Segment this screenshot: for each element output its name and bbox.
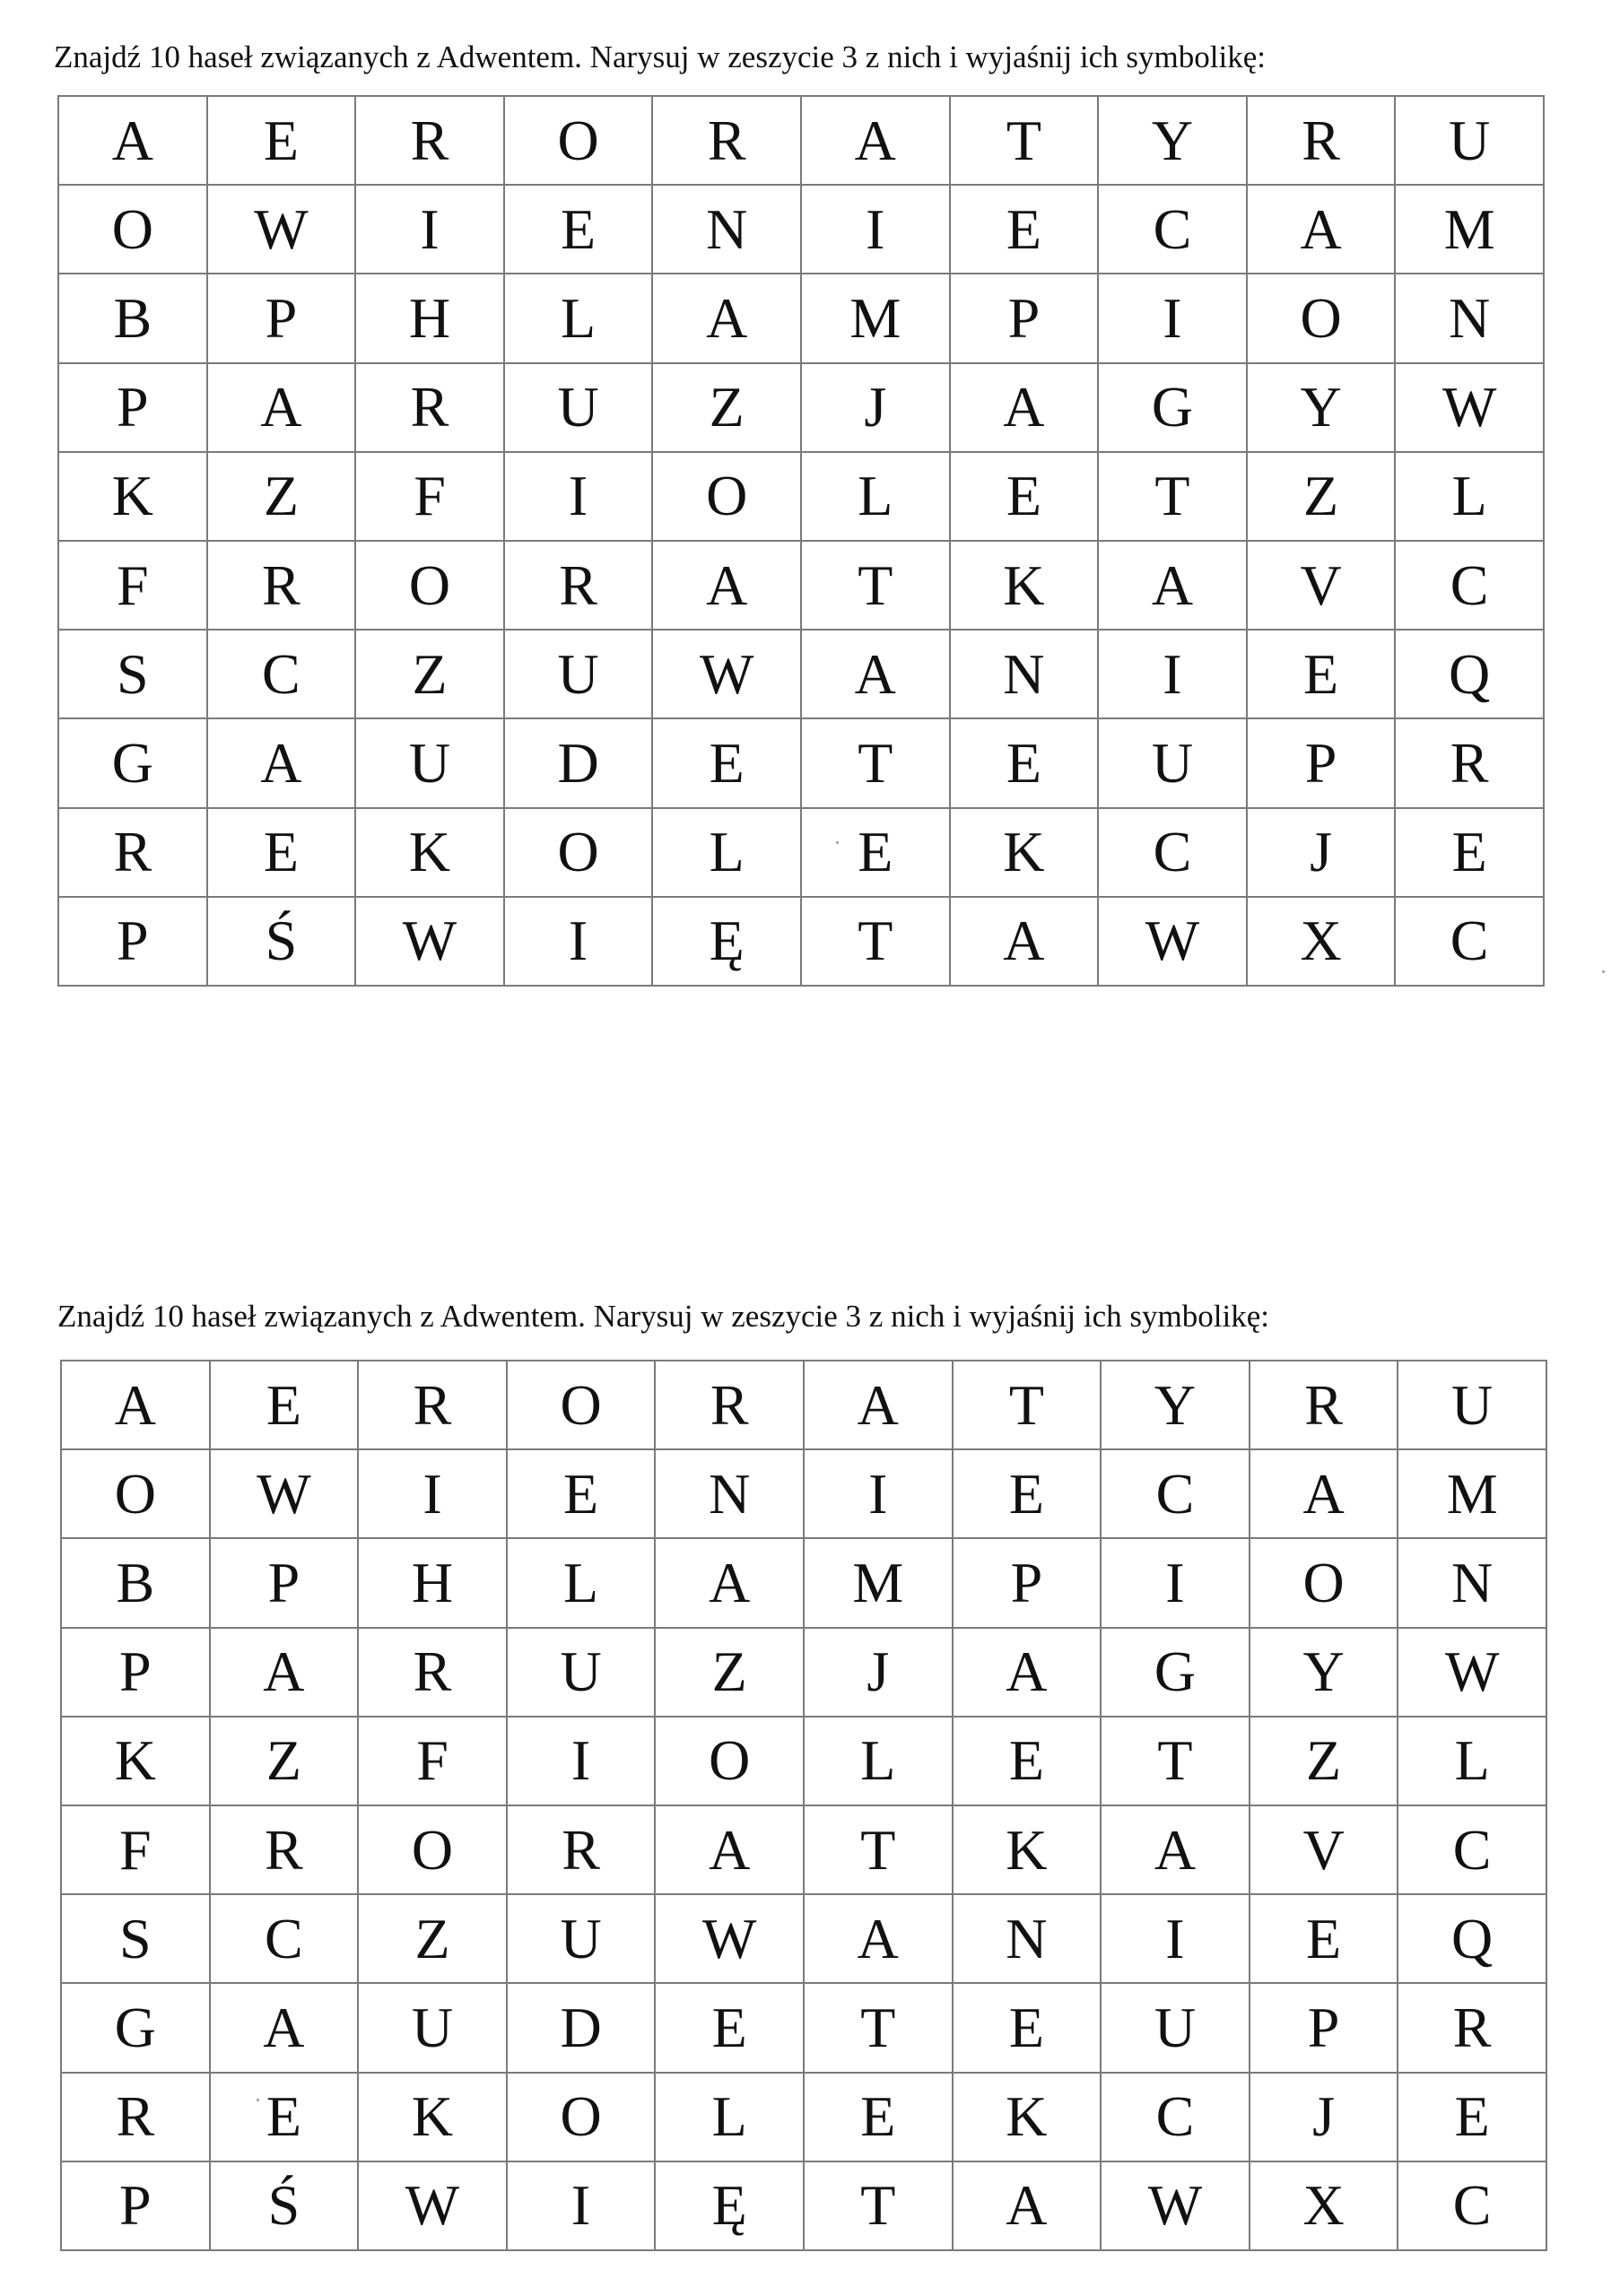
grid-cell: U bbox=[507, 1894, 656, 1983]
grid-cell: E bbox=[950, 452, 1099, 541]
grid-cell: P bbox=[207, 274, 356, 362]
grid-cell: U bbox=[1398, 1361, 1546, 1449]
grid-cell: Y bbox=[1247, 363, 1396, 452]
grid-cell: C bbox=[1098, 185, 1247, 274]
grid-cell: M bbox=[804, 1538, 953, 1627]
grid-cell: C bbox=[210, 1894, 359, 1983]
grid-cell: E bbox=[953, 1983, 1102, 2072]
grid-cell: A bbox=[950, 897, 1099, 986]
grid-cell: P bbox=[950, 274, 1099, 362]
grid-cell: W bbox=[358, 2161, 507, 2250]
grid-cell: E bbox=[1247, 630, 1396, 718]
grid-cell: J bbox=[801, 363, 950, 452]
grid-cell: N bbox=[1398, 1538, 1546, 1627]
grid-cell: B bbox=[61, 1538, 210, 1627]
grid-cell: V bbox=[1250, 1805, 1398, 1894]
grid-cell: J bbox=[1247, 808, 1396, 897]
grid-cell: I bbox=[355, 185, 504, 274]
grid-cell: Y bbox=[1250, 1628, 1398, 1717]
grid-cell: E bbox=[1398, 2073, 1546, 2161]
grid-cell: K bbox=[950, 541, 1099, 630]
grid-row bbox=[61, 1449, 1546, 1538]
grid-cell: P bbox=[58, 897, 207, 986]
scan-speck bbox=[257, 2099, 259, 2101]
grid-cell: R bbox=[652, 96, 801, 185]
grid-cell: A bbox=[801, 96, 950, 185]
grid-cell: A bbox=[804, 1894, 953, 1983]
grid-row bbox=[61, 2161, 1546, 2250]
grid-cell: R bbox=[1250, 1361, 1398, 1449]
grid-cell: W bbox=[655, 1894, 804, 1983]
grid-cell: R bbox=[1247, 96, 1396, 185]
grid-row bbox=[61, 1717, 1546, 1805]
grid-cell: O bbox=[655, 1717, 804, 1805]
grid-row bbox=[61, 1361, 1546, 1449]
grid-cell: A bbox=[652, 274, 801, 362]
grid-cell: T bbox=[801, 897, 950, 986]
grid-cell: Ś bbox=[210, 2161, 359, 2250]
grid-cell: T bbox=[804, 2161, 953, 2250]
grid-cell: P bbox=[61, 1628, 210, 1717]
grid-row bbox=[61, 1983, 1546, 2072]
grid-cell: P bbox=[58, 363, 207, 452]
grid-row bbox=[58, 897, 1544, 986]
grid-cell: C bbox=[1395, 897, 1544, 986]
grid-cell: E bbox=[804, 2073, 953, 2161]
scan-speck bbox=[836, 841, 839, 844]
grid-cell: P bbox=[953, 1538, 1102, 1627]
grid-cell: Z bbox=[1250, 1717, 1398, 1805]
grid-cell: P bbox=[1247, 718, 1396, 807]
grid-cell: P bbox=[210, 1538, 359, 1627]
grid-row bbox=[58, 630, 1544, 718]
grid-cell: H bbox=[358, 1538, 507, 1627]
grid-cell: W bbox=[1395, 363, 1544, 452]
grid-cell: E bbox=[504, 185, 653, 274]
grid-cell: U bbox=[355, 718, 504, 807]
grid-cell: Y bbox=[1101, 1361, 1250, 1449]
grid-cell: E bbox=[950, 718, 1099, 807]
grid-cell: R bbox=[355, 96, 504, 185]
grid-cell: T bbox=[804, 1983, 953, 2072]
grid-row bbox=[61, 1628, 1546, 1717]
grid-cell: N bbox=[950, 630, 1099, 718]
grid-cell: G bbox=[58, 718, 207, 807]
instruction-text: Znajdź 10 haseł związanych z Adwentem. Narysuj w zeszycie 3 z nich i wyjaśnij ich symbolikę: bbox=[54, 39, 1266, 74]
grid-cell: I bbox=[1101, 1538, 1250, 1627]
grid-cell: K bbox=[355, 808, 504, 897]
grid-cell: Q bbox=[1395, 630, 1544, 718]
grid-cell: W bbox=[1098, 897, 1247, 986]
grid-cell: S bbox=[61, 1894, 210, 1983]
grid-cell: A bbox=[61, 1361, 210, 1449]
grid-cell: O bbox=[1247, 274, 1396, 362]
grid-cell: D bbox=[504, 718, 653, 807]
grid-cell: O bbox=[355, 541, 504, 630]
grid-cell: U bbox=[1101, 1983, 1250, 2072]
grid-cell: L bbox=[652, 808, 801, 897]
grid-cell: K bbox=[953, 1805, 1102, 1894]
grid-cell: T bbox=[804, 1805, 953, 1894]
grid-cell: I bbox=[507, 1717, 656, 1805]
grid-cell: R bbox=[358, 1361, 507, 1449]
grid-cell: A bbox=[655, 1538, 804, 1627]
grid-cell: M bbox=[1395, 185, 1544, 274]
grid-cell: O bbox=[504, 808, 653, 897]
grid-cell: R bbox=[61, 2073, 210, 2161]
grid-cell: E bbox=[210, 1361, 359, 1449]
grid-cell: I bbox=[804, 1449, 953, 1538]
grid-row bbox=[61, 1805, 1546, 1894]
grid-cell: N bbox=[655, 1449, 804, 1538]
grid-cell: A bbox=[950, 363, 1099, 452]
grid-cell: K bbox=[953, 2073, 1102, 2161]
grid-row bbox=[58, 185, 1544, 274]
grid-cell: I bbox=[801, 185, 950, 274]
grid-cell: F bbox=[355, 452, 504, 541]
grid-cell: K bbox=[61, 1717, 210, 1805]
grid-cell: R bbox=[58, 808, 207, 897]
grid-cell: C bbox=[207, 630, 356, 718]
grid-cell: A bbox=[804, 1361, 953, 1449]
grid-cell: E bbox=[207, 96, 356, 185]
grid-cell: S bbox=[58, 630, 207, 718]
grid-row bbox=[58, 541, 1544, 630]
grid-cell: N bbox=[953, 1894, 1102, 1983]
grid-cell: E bbox=[1395, 808, 1544, 897]
grid-cell: E bbox=[210, 2073, 359, 2161]
grid-cell: I bbox=[507, 2161, 656, 2250]
grid-cell: Ę bbox=[652, 897, 801, 986]
grid-cell: G bbox=[1098, 363, 1247, 452]
grid-row bbox=[61, 1894, 1546, 1983]
grid-cell: M bbox=[1398, 1449, 1546, 1538]
grid-cell: T bbox=[953, 1361, 1102, 1449]
grid-cell: A bbox=[210, 1628, 359, 1717]
grid-cell: I bbox=[504, 452, 653, 541]
grid-cell: I bbox=[504, 897, 653, 986]
grid-cell: J bbox=[1250, 2073, 1398, 2161]
grid-cell: O bbox=[1250, 1538, 1398, 1627]
grid-cell: W bbox=[210, 1449, 359, 1538]
grid-cell: O bbox=[58, 185, 207, 274]
grid-cell: T bbox=[1101, 1717, 1250, 1805]
grid-cell: A bbox=[953, 1628, 1102, 1717]
grid-cell: A bbox=[58, 96, 207, 185]
grid-cell: U bbox=[1098, 718, 1247, 807]
word-search-grid bbox=[60, 1360, 1547, 2251]
grid-cell: T bbox=[801, 718, 950, 807]
grid-cell: P bbox=[61, 2161, 210, 2250]
grid-row bbox=[58, 363, 1544, 452]
grid-cell: E bbox=[1250, 1894, 1398, 1983]
grid-cell: L bbox=[801, 452, 950, 541]
grid-row bbox=[61, 2073, 1546, 2161]
grid-row bbox=[58, 808, 1544, 897]
grid-cell: R bbox=[1395, 718, 1544, 807]
grid-cell: Z bbox=[210, 1717, 359, 1805]
grid-cell: L bbox=[1395, 452, 1544, 541]
grid-cell: G bbox=[1101, 1628, 1250, 1717]
instruction-text: Znajdź 10 haseł związanych z Adwentem. Narysuj w zeszycie 3 z nich i wyjaśnij ich symbolikę: bbox=[57, 1299, 1269, 1334]
grid-cell: A bbox=[953, 2161, 1102, 2250]
grid-cell: W bbox=[1398, 1628, 1546, 1717]
grid-cell: E bbox=[950, 185, 1099, 274]
grid-cell: E bbox=[507, 1449, 656, 1538]
grid-cell: R bbox=[655, 1361, 804, 1449]
grid-cell: F bbox=[358, 1717, 507, 1805]
grid-cell: O bbox=[358, 1805, 507, 1894]
grid-cell: I bbox=[1098, 274, 1247, 362]
grid-cell: C bbox=[1398, 1805, 1546, 1894]
grid-cell: R bbox=[210, 1805, 359, 1894]
grid-cell: D bbox=[507, 1983, 656, 2072]
grid-cell: A bbox=[207, 363, 356, 452]
grid-cell: A bbox=[801, 630, 950, 718]
grid-cell: Ę bbox=[655, 2161, 804, 2250]
grid-cell: O bbox=[61, 1449, 210, 1538]
grid-row bbox=[58, 96, 1544, 185]
grid-cell: L bbox=[1398, 1717, 1546, 1805]
grid-cell: O bbox=[507, 2073, 656, 2161]
grid-cell: W bbox=[355, 897, 504, 986]
grid-cell: A bbox=[1098, 541, 1247, 630]
grid-cell: W bbox=[652, 630, 801, 718]
grid-cell: O bbox=[652, 452, 801, 541]
grid-cell: C bbox=[1398, 2161, 1546, 2250]
grid-cell: A bbox=[1101, 1805, 1250, 1894]
grid-cell: L bbox=[804, 1717, 953, 1805]
grid-row bbox=[58, 274, 1544, 362]
grid-cell: U bbox=[507, 1628, 656, 1717]
grid-cell: F bbox=[61, 1805, 210, 1894]
grid-cell: I bbox=[1101, 1894, 1250, 1983]
grid-cell: E bbox=[953, 1449, 1102, 1538]
grid-cell: K bbox=[950, 808, 1099, 897]
grid-cell: R bbox=[358, 1628, 507, 1717]
grid-cell: C bbox=[1098, 808, 1247, 897]
grid-row bbox=[58, 452, 1544, 541]
grid-cell: R bbox=[207, 541, 356, 630]
grid-cell: A bbox=[210, 1983, 359, 2072]
grid-cell: J bbox=[804, 1628, 953, 1717]
grid-row bbox=[61, 1538, 1546, 1627]
grid-cell: U bbox=[1395, 96, 1544, 185]
grid-cell: H bbox=[355, 274, 504, 362]
grid-cell: G bbox=[61, 1983, 210, 2072]
grid-cell: Y bbox=[1098, 96, 1247, 185]
grid-cell: O bbox=[504, 96, 653, 185]
grid-cell: O bbox=[507, 1361, 656, 1449]
grid-cell: L bbox=[655, 2073, 804, 2161]
grid-cell: R bbox=[504, 541, 653, 630]
grid-cell: A bbox=[652, 541, 801, 630]
grid-cell: W bbox=[1101, 2161, 1250, 2250]
grid-cell: Z bbox=[1247, 452, 1396, 541]
grid-cell: Ś bbox=[207, 897, 356, 986]
grid-cell: Z bbox=[655, 1628, 804, 1717]
scan-speck bbox=[1602, 970, 1605, 973]
grid-cell: P bbox=[1250, 1983, 1398, 2072]
grid-cell: U bbox=[358, 1983, 507, 2072]
grid-cell: T bbox=[801, 541, 950, 630]
grid-cell: N bbox=[652, 185, 801, 274]
grid-cell: A bbox=[1250, 1449, 1398, 1538]
grid-cell: R bbox=[1398, 1983, 1546, 2072]
grid-cell: C bbox=[1101, 2073, 1250, 2161]
grid-cell: F bbox=[58, 541, 207, 630]
grid-cell: K bbox=[358, 2073, 507, 2161]
grid-cell: Z bbox=[355, 630, 504, 718]
grid-cell: A bbox=[1247, 185, 1396, 274]
grid-cell: B bbox=[58, 274, 207, 362]
grid-cell: Q bbox=[1398, 1894, 1546, 1983]
grid-row bbox=[58, 718, 1544, 807]
grid-cell: L bbox=[504, 274, 653, 362]
grid-cell: E bbox=[207, 808, 356, 897]
grid-cell: U bbox=[504, 363, 653, 452]
grid-cell: W bbox=[207, 185, 356, 274]
grid-cell: E bbox=[652, 718, 801, 807]
grid-cell: Z bbox=[207, 452, 356, 541]
grid-cell: C bbox=[1101, 1449, 1250, 1538]
grid-cell: L bbox=[507, 1538, 656, 1627]
grid-cell: Z bbox=[358, 1894, 507, 1983]
grid-cell: X bbox=[1250, 2161, 1398, 2250]
grid-cell: I bbox=[358, 1449, 507, 1538]
grid-cell: I bbox=[1098, 630, 1247, 718]
grid-cell: R bbox=[507, 1805, 656, 1894]
grid-cell: X bbox=[1247, 897, 1396, 986]
grid-cell: R bbox=[355, 363, 504, 452]
word-search-grid bbox=[57, 95, 1545, 987]
grid-cell: C bbox=[1395, 541, 1544, 630]
grid-cell: V bbox=[1247, 541, 1396, 630]
grid-cell: T bbox=[950, 96, 1099, 185]
grid-cell: T bbox=[1098, 452, 1247, 541]
grid-cell: A bbox=[655, 1805, 804, 1894]
grid-cell: K bbox=[58, 452, 207, 541]
grid-cell: E bbox=[655, 1983, 804, 2072]
grid-cell: E bbox=[953, 1717, 1102, 1805]
grid-cell: Z bbox=[652, 363, 801, 452]
grid-cell: U bbox=[504, 630, 653, 718]
grid-cell: N bbox=[1395, 274, 1544, 362]
grid-cell: E bbox=[801, 808, 950, 897]
grid-cell: M bbox=[801, 274, 950, 362]
grid-cell: A bbox=[207, 718, 356, 807]
